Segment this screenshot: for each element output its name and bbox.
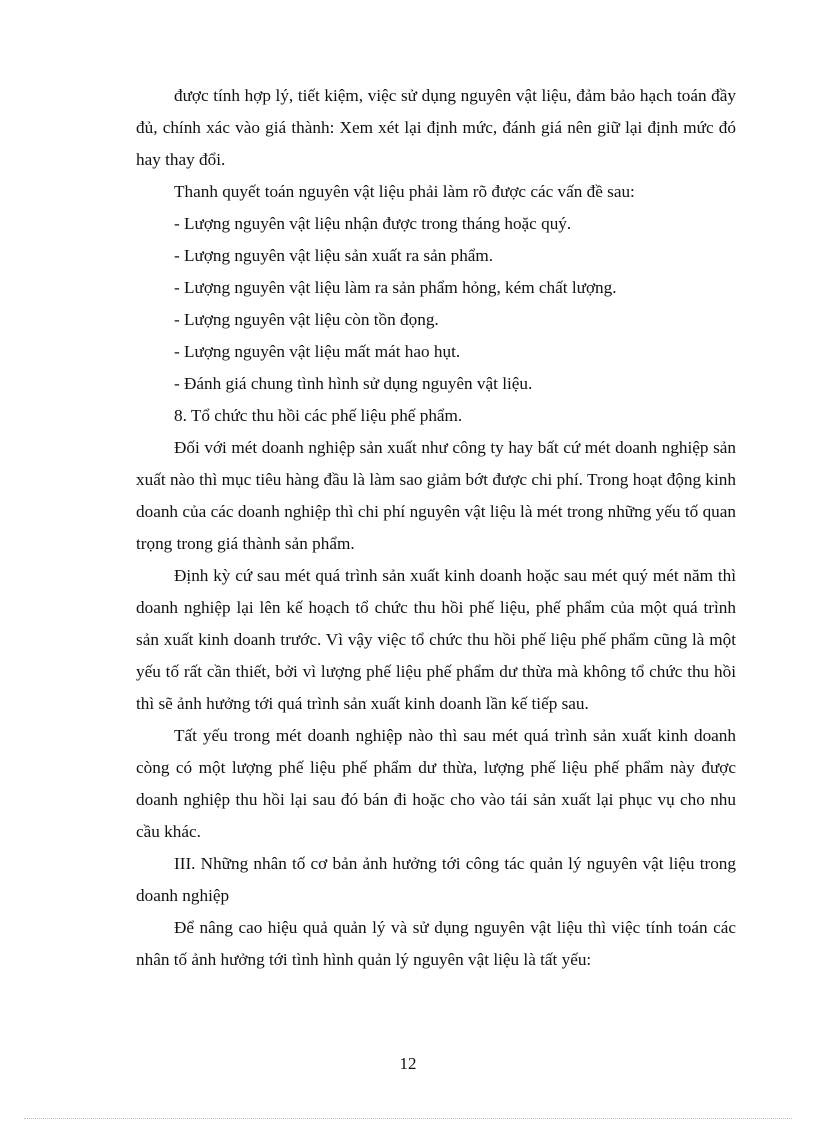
- page-number: 12: [399, 1054, 417, 1073]
- section-heading-scrap-recovery: 8. Tổ chức thu hồi các phế liệu phế phẩm.: [174, 406, 463, 425]
- paragraph-cost-reduction: Đối với mét doanh nghiệp sản xuất như công ty hay bất cứ mét doanh nghiệp sản xuất nào thì mục tiêu hàng đầu là làm sao giảm bớt được chi phí. Trong hoạt động kinh doanh của các doanh nghiệp thì chi phí nguyên vật liệu là mét trong những yếu tố quan trọng trong giá thành sản phẩm.: [136, 438, 736, 553]
- section-heading-factors: III. Những nhân tố cơ bản ảnh hưởng tới công tác quản lý nguyên vật liệu trong doanh nghiệp: [136, 854, 736, 905]
- list-item-lost-materials: - Lượng nguyên vật liệu mất mát hao hụt.: [174, 342, 461, 361]
- paragraph-periodic-recovery: Định kỳ cứ sau mét quá trình sản xuất kinh doanh hoặc sau mét quý mét năm thì doanh nghiệp lại lên kế hoạch tổ chức thu hồi phế liệu, phế phẩm của một quá trình sản xuất kinh doanh trước. Vì vậy việc tổ chức thu hồi phế liệu phế phẩm cũng là một yếu tố rất cần thiết, bởi vì lượng phế liệu phế phẩm dư thừa mà không tổ chức thu hồi thì sẽ ảnh hưởng tới quá trình sản xuất kinh doanh lần kế tiếp sau.: [136, 566, 736, 713]
- list-item-received-materials: - Lượng nguyên vật liệu nhận được trong tháng hoặc quý.: [174, 214, 572, 233]
- list-item-defective-materials: - Lượng nguyên vật liệu làm ra sản phẩm hỏng, kém chất lượng.: [174, 278, 617, 297]
- paragraph-scrap-reuse: Tất yếu trong mét doanh nghiệp nào thì sau mét quá trình sản xuất kinh doanh còng có một lượng phế liệu phế phẩm dư thừa, lượng phế liệu phế phẩm này được doanh nghiệp thu hồi lại sau đó bán đi hoặc cho vào tái sản xuất lại phục vụ cho nhu cầu khác.: [136, 726, 736, 841]
- paragraph-material-norm-review: được tính hợp lý, tiết kiệm, việc sử dụng nguyên vật liệu, đảm bảo hạch toán đầy đủ, chính xác vào giá thành: Xem xét lại định mức, đánh giá nên giữ lại định mức đó hay thay đổi.: [136, 86, 736, 169]
- list-item-production-materials: - Lượng nguyên vật liệu sản xuất ra sản phẩm.: [174, 246, 494, 265]
- paragraph-factors-intro: Để nâng cao hiệu quả quản lý và sử dụng nguyên vật liệu thì việc tính toán các nhân tố ảnh hưởng tới tình hình quản lý nguyên vật liệu là tất yếu:: [136, 918, 736, 969]
- list-item-remaining-materials: - Lượng nguyên vật liệu còn tồn đọng.: [174, 310, 439, 329]
- list-item-usage-assessment: - Đánh giá chung tình hình sử dụng nguyên vật liệu.: [174, 374, 533, 393]
- document-body: [136, 80, 736, 976]
- page-bottom-divider: [24, 1118, 792, 1119]
- paragraph-settlement-intro: Thanh quyết toán nguyên vật liệu phải làm rõ được các vấn đề sau:: [174, 182, 635, 201]
